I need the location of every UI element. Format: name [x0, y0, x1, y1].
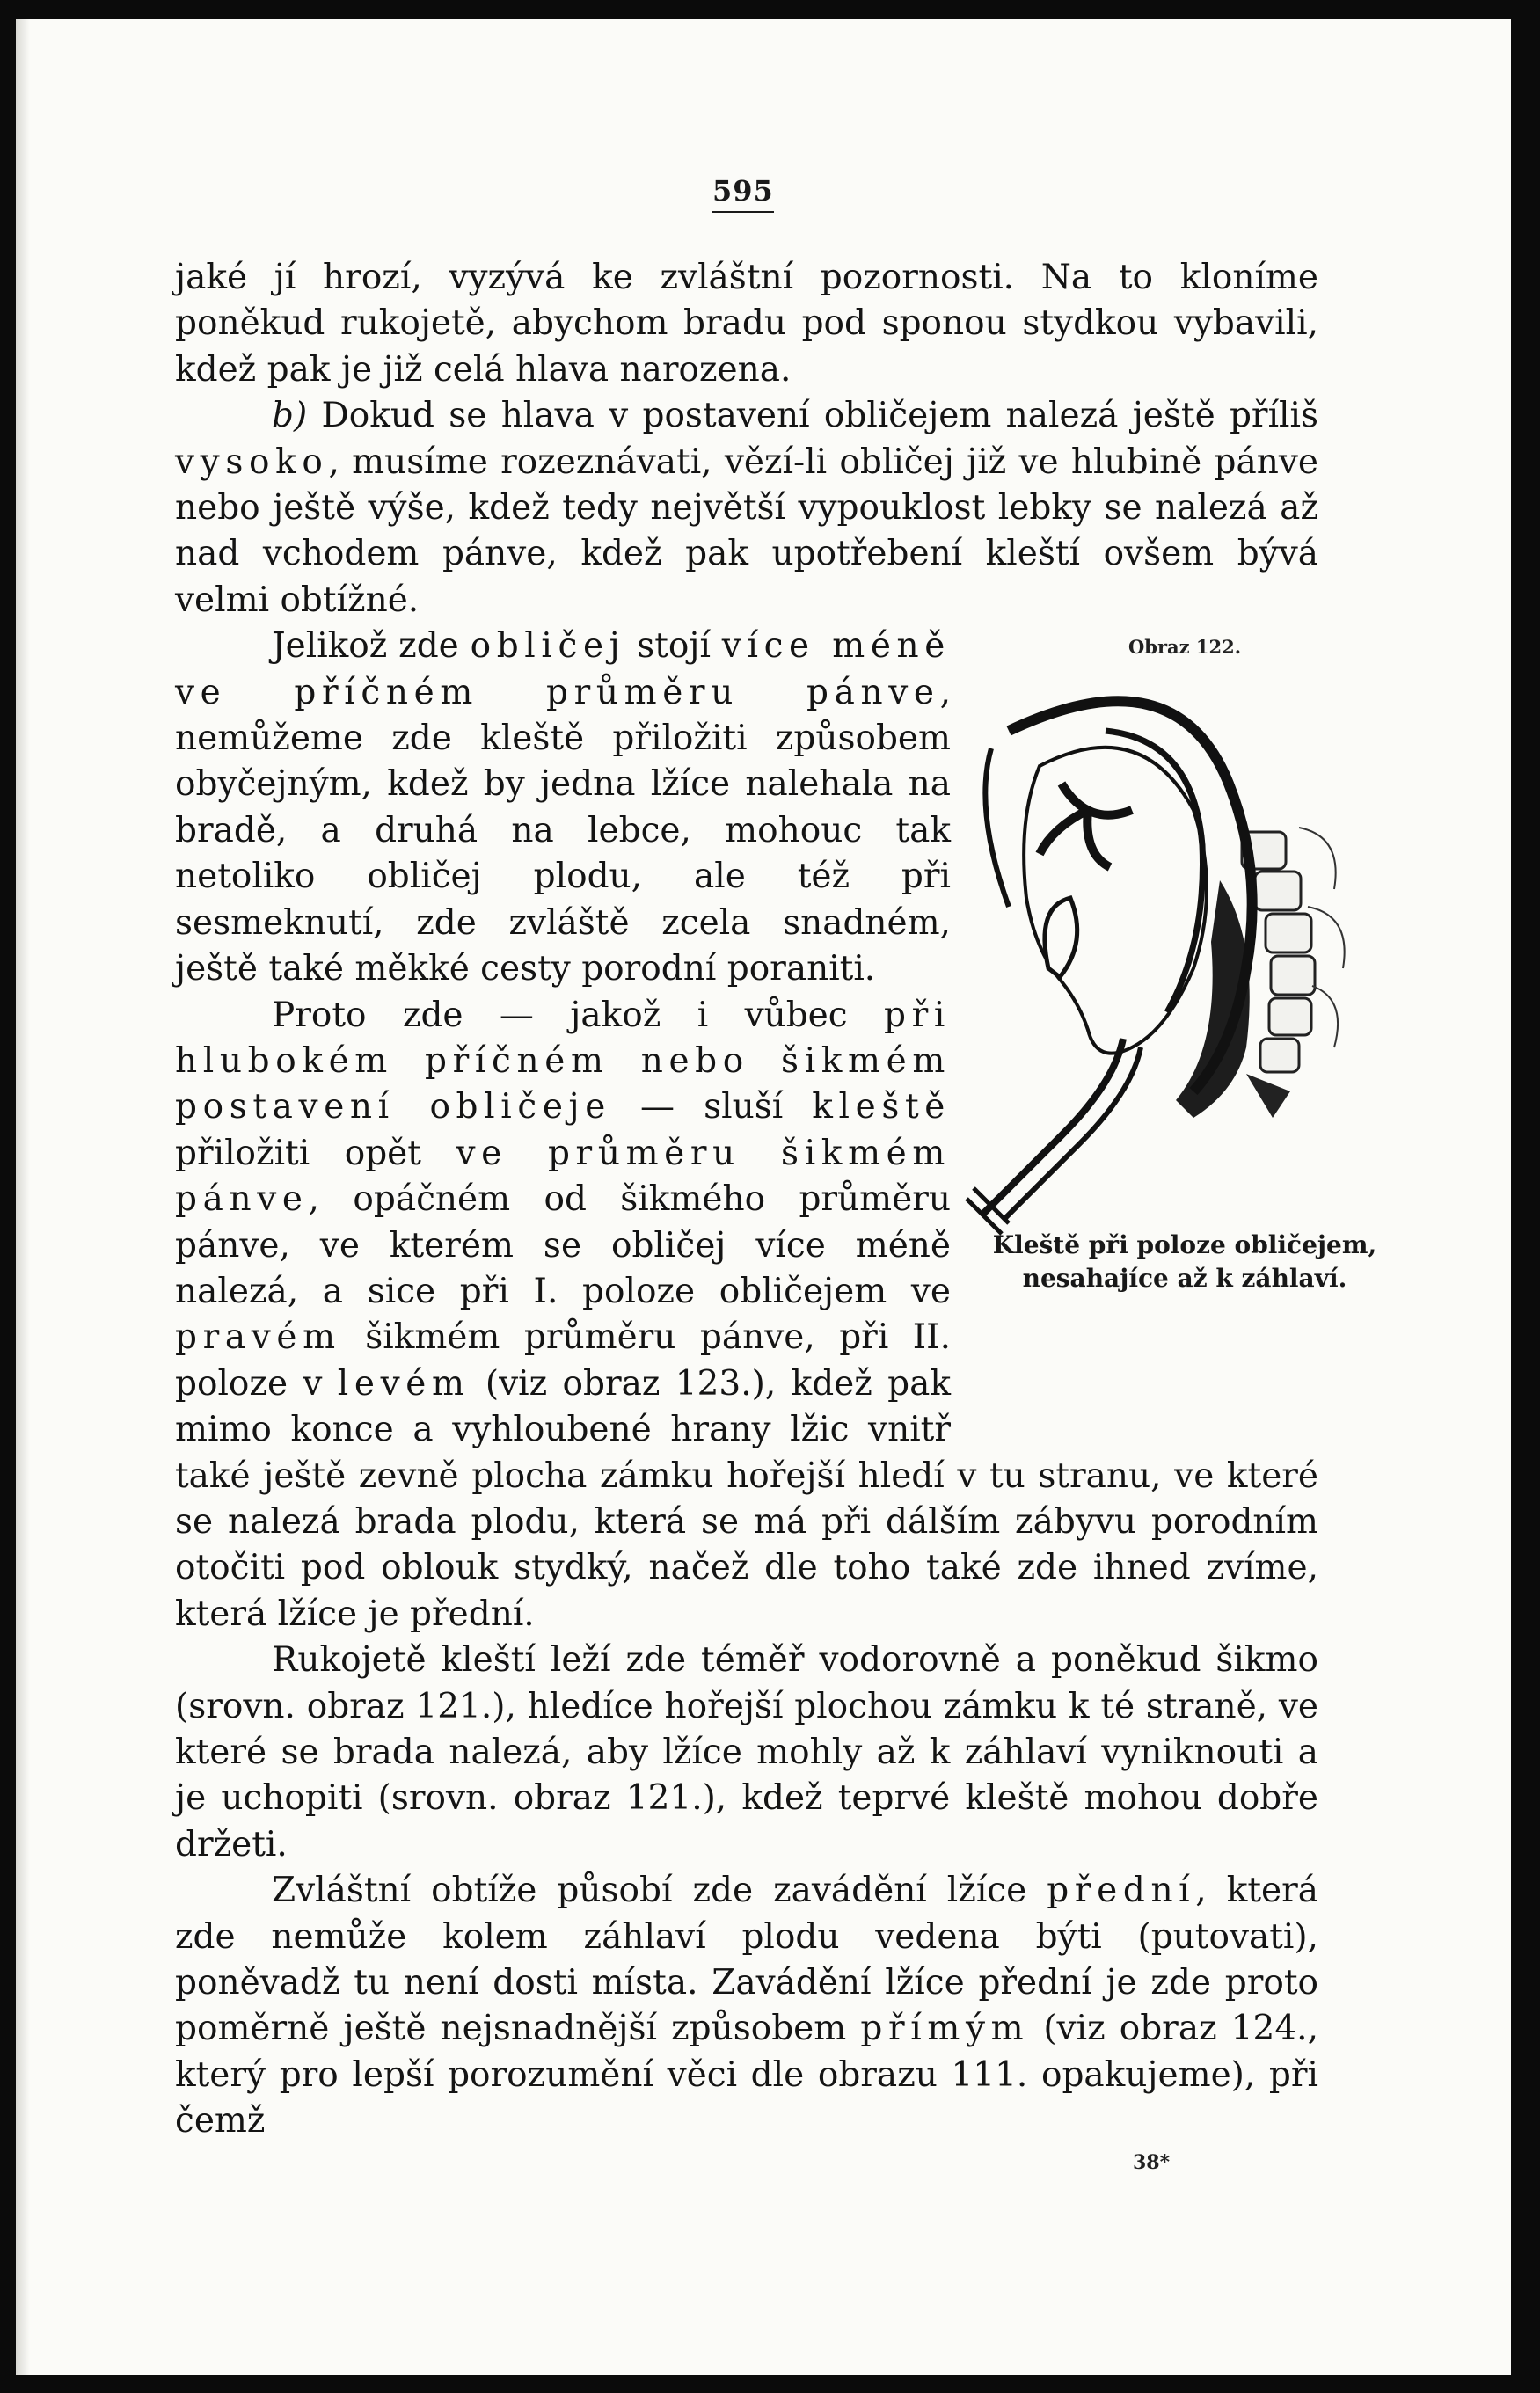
spaced-emphasis: levém	[337, 1363, 471, 1404]
figure-caption	[974, 1229, 1396, 1295]
figure-title: Obraz 122.	[1128, 636, 1242, 659]
spaced-emphasis: pravém	[175, 1317, 341, 1358]
spaced-emphasis: více méně ve příčném průměru pánve	[175, 626, 951, 712]
paragraph-2: b) Dokud se hlava v postavení obličejem nalezá ještě příliš vysoko, musíme rozeznávati, vězí-li obličej již ve hlubině pánve nebo ještě výše, kdež tedy největší vypouklost lebky se nalezá až nad vchodem pánve, kdež pak upotřebení kleští ovšem bývá velmi obtížné.	[175, 396, 1318, 620]
spaced-emphasis: obličej	[470, 626, 626, 667]
page-number: 595	[712, 174, 774, 213]
figure-122	[974, 624, 1396, 1424]
spaced-emphasis: kleště	[812, 1087, 951, 1127]
spaced-emphasis: přední	[1047, 1871, 1196, 1911]
page-gutter-shadow	[16, 19, 30, 2375]
spaced-emphasis: ve průměru šikmém pánve	[175, 1133, 951, 1220]
list-marker: b)	[272, 396, 308, 436]
forceps-face-presentation-illustration	[956, 678, 1396, 1250]
spaced-emphasis: vysoko	[175, 441, 329, 482]
spaced-emphasis: přímým	[860, 2009, 1030, 2049]
spaced-emphasis: při hlubokém příčném nebo šikmém postavení obličeje	[175, 995, 951, 1127]
figure-caption-line: nesahajíce až k záhlaví.	[1022, 1264, 1347, 1294]
paragraph-3: Jelikož zde obličej stojí více méně ve příčném průměru pánve, nemůžeme zde kleště přiložiti způsobem obyčejným, kdež by jedna lžíce nalehala na bradě, a druhá na lebce, mohouc tak netoliko obličej plodu, ale též při sesmeknutí, zde zvláště zcela snadném, ještě také měkké cesty porodní poraniti.	[175, 626, 951, 989]
body-text	[175, 255, 1377, 2145]
book-page	[16, 19, 1511, 2375]
paragraph-5: Rukojetě kleští leží zde téměř vodorovně a poněkud šikmo (srovn. obraz 121.), hledíce hořejší plochou zámku k té straně, ve které se brada nalezá, aby lžíce mohly až k záhlaví vyniknouti a je uchopiti (srovn. obraz 121.), kdež teprvé kleště mohou dobře držeti.	[175, 1640, 1318, 1864]
paragraph-1: jaké jí hrozí, vyzývá ke zvláštní pozornosti. Na to kloníme poněkud rukojetě, abychom bradu pod sponou stydkou vybavili, kdež pak je již celá hlava narozena.	[175, 258, 1318, 390]
printer-signature-mark: 38*	[1133, 2151, 1171, 2174]
paragraph-6: Zvláštní obtíže působí zde zavádění lžíce přední, která zde nemůže kolem záhlaví plodu vedena býti (putovati), poněvadž tu není dosti místa. Zavádění lžíce přední je zde proto poměrně ještě nejsnadnější způsobem přímým (viz obraz 124., který pro lepší porozumění věci dle obrazu 111. opakujeme), při čemž	[175, 1871, 1318, 2141]
paragraph-4: Proto zde — jakož i vůbec při hlubokém příčném nebo šikmém postavení obličeje — sluší kleště přiložiti opět ve průměru šikmém pánve, opáčném od šikmého průměru pánve, ve kterém se obličej více méně nalezá, a sice při I. poloze obličejem ve pravém šikmém průměru pánve, při II. poloze v levém (viz obraz 123.), kdež pak mimo konce a vyhloubené hrany lžic vnitř také ještě zevně plocha zámku hořejší hledí v tu stranu, ve které se nalezá brada plodu, která se má při dálším zábyvu porodním otočiti pod oblouk stydký, načež dle toho také zde ihned zvíme, která lžíce je přední.	[175, 995, 1318, 1634]
figure-caption-line: Kleště při poloze obličejem,	[992, 1230, 1377, 1260]
